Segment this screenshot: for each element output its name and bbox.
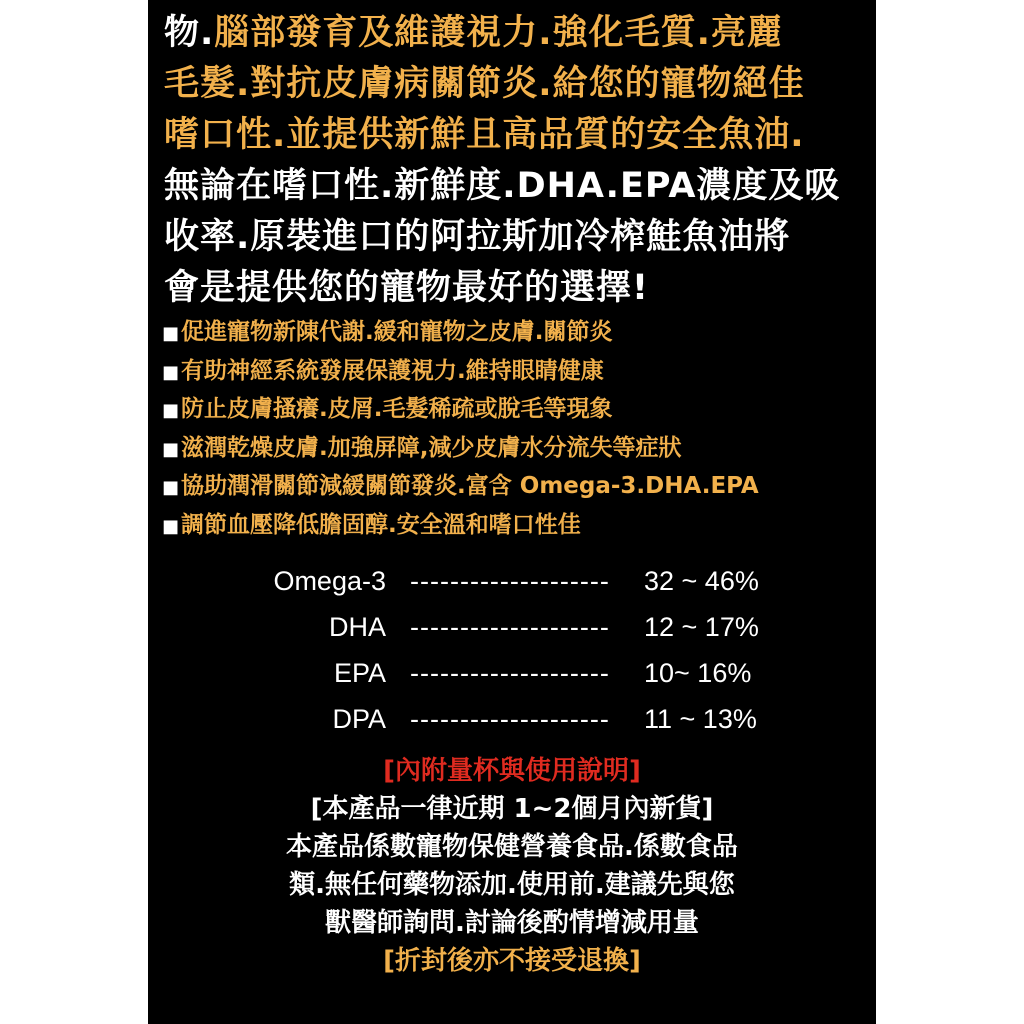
list-item [162, 430, 862, 469]
spec-leader: -------------------- [410, 612, 610, 642]
benefit-text: 滋潤乾燥皮膚.加強屏障,減少皮膚水分流失等症狀 [181, 434, 682, 461]
spec-leader: -------------------- [410, 566, 610, 596]
table-row [148, 604, 876, 650]
benefit-list [162, 314, 862, 545]
intro-line-1 [164, 8, 864, 59]
spec-value: 10~ 16% [644, 658, 752, 688]
spec-leader: -------------------- [410, 658, 610, 688]
intro-line-6: 會是提供您的寵物最好的選擇! [164, 268, 649, 308]
spec-value: 12 ~ 17% [644, 612, 759, 642]
list-item [162, 468, 862, 507]
disclaimer-line-2: 類.無任何藥物添加.使用前.建議先與您 [289, 870, 735, 900]
bullet-square-icon: ■ [162, 323, 180, 344]
product-description-panel [148, 0, 876, 1024]
benefit-text: 防止皮膚搔癢.皮屑.毛髮稀疏或脫毛等現象 [181, 396, 613, 422]
bullet-square-icon: ■ [162, 438, 180, 460]
intro-line-4: 無論在嗜口性.新鮮度.DHA.EPA濃度及吸 [164, 166, 841, 206]
table-row [148, 696, 876, 742]
list-item [162, 314, 862, 353]
list-item [162, 391, 862, 430]
freshness-note: [本產品一律近期 1~2個月內新貨] [310, 794, 714, 824]
intro-line-1-part-1: 物. [164, 13, 215, 53]
no-return-note: [折封後亦不接受退換] [383, 946, 641, 976]
spec-value: 11 ~ 13% [644, 704, 757, 734]
bullet-square-icon: ■ [162, 361, 180, 383]
intro-line-1-part-2: 腦部發育及維護視力.強化毛質.亮麗 [214, 13, 783, 53]
spec-leader: -------------------- [410, 704, 610, 734]
disclaimer-line-1: 本產品係數寵物保健營養食品.係數食品 [286, 832, 738, 862]
spec-name: Omega-3 [273, 566, 386, 596]
included-items-note: [內附量杯與使用說明] [383, 756, 641, 786]
disclaimer-line-3: 獸醫師詢問.討論後酌情增減用量 [325, 908, 699, 938]
bullet-square-icon: ■ [162, 515, 180, 537]
list-item [162, 353, 862, 392]
intro-line-3: 嗜口性.並提供新鮮且高品質的安全魚油. [164, 115, 805, 155]
intro-paragraph [164, 8, 864, 314]
table-row [148, 650, 876, 696]
intro-line-2: 毛髮.對抗皮膚病關節炎.給您的寵物絕佳 [164, 64, 805, 104]
benefit-text: 促進寵物新陳代謝.緩和寵物之皮膚.關節炎 [181, 319, 613, 345]
spec-name: DHA [328, 612, 386, 642]
benefit-text: 有助神經系統發展保護視力.維持眼睛健康 [181, 357, 604, 384]
table-row [148, 558, 876, 604]
spec-value: 32 ~ 46% [644, 566, 759, 596]
benefit-text: 調節血壓降低膽固醇.安全溫和嗜口性佳 [181, 511, 581, 538]
nutrient-spec-table [148, 558, 876, 742]
bullet-square-icon: ■ [162, 400, 180, 421]
list-item [162, 507, 862, 546]
spec-name: EPA [333, 658, 386, 688]
bullet-square-icon: ■ [162, 477, 180, 498]
benefit-text: 協助潤滑關節減緩關節發炎.富含 Omega-3.DHA.EPA [181, 473, 759, 499]
product-notes [148, 752, 876, 980]
intro-line-5: 收率.原裝進口的阿拉斯加冷榨鮭魚油將 [164, 217, 791, 257]
spec-name: DPA [332, 704, 386, 734]
